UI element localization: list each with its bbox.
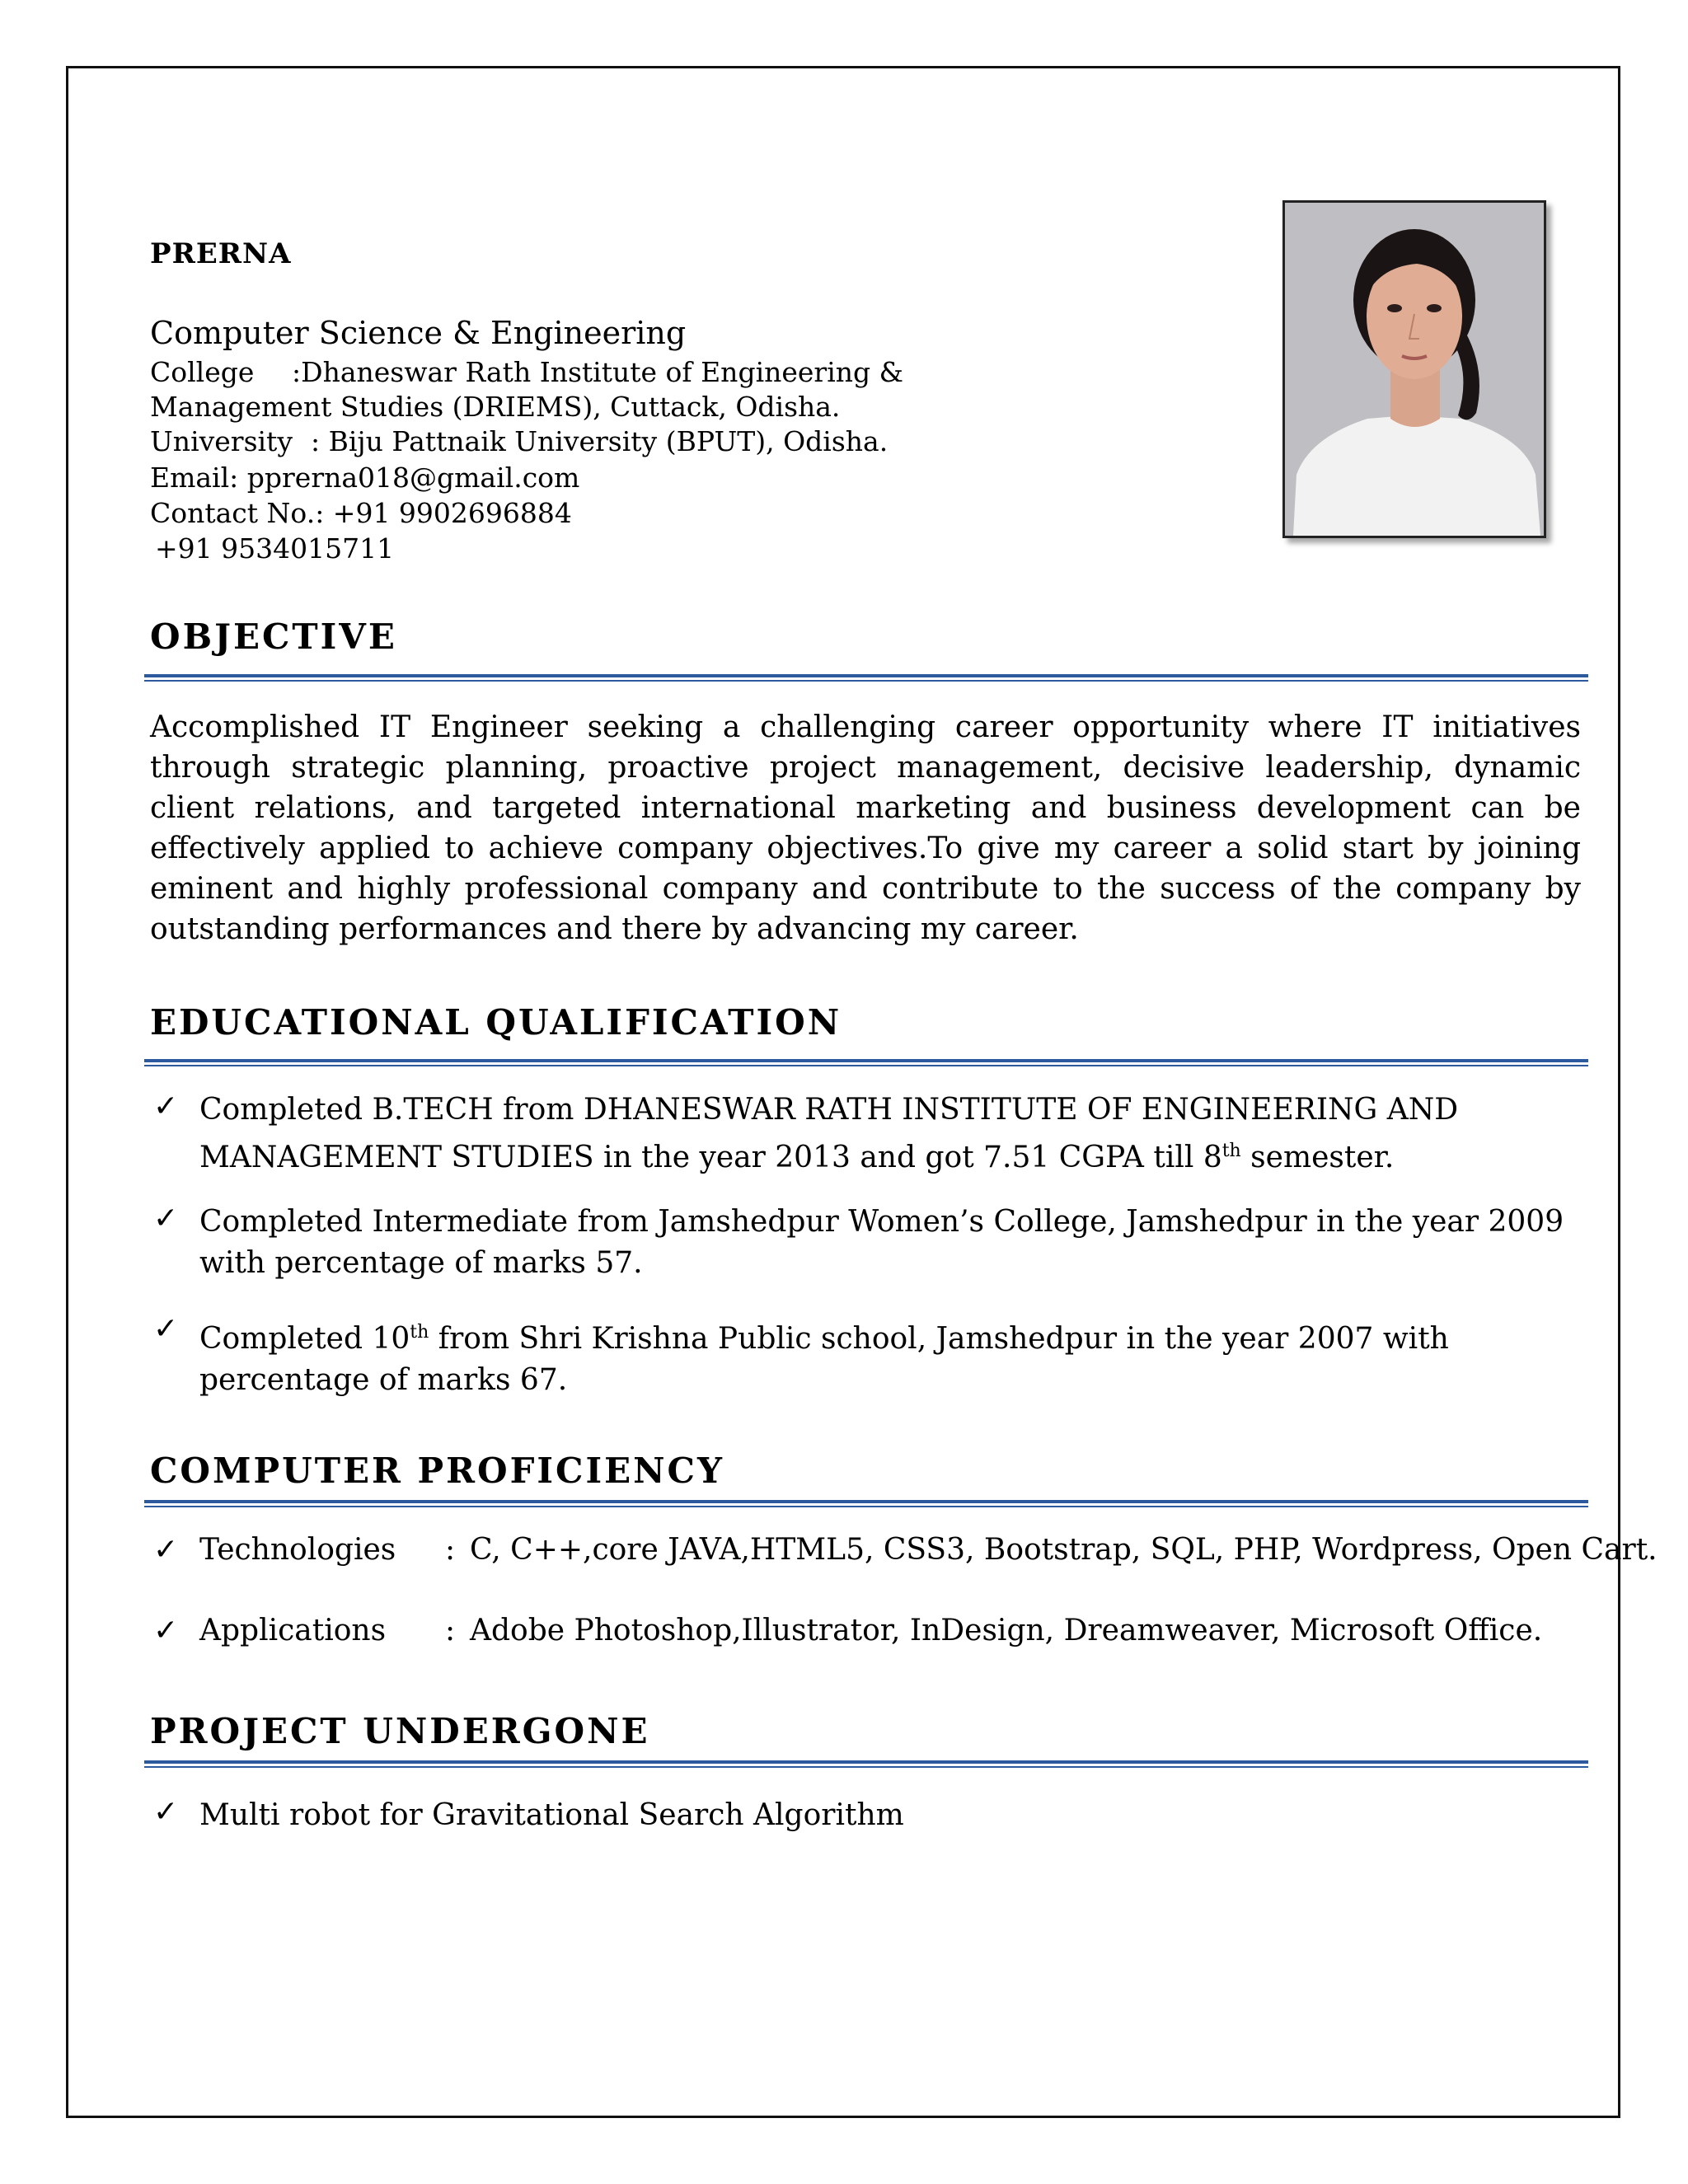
project-heading: PROJECT UNDERGONE: [150, 1711, 650, 1751]
college-value: :Dhaneswar Rath Institute of Engineering &: [292, 356, 904, 388]
education-item-10th: [199, 1312, 1584, 1401]
check-icon: ✓: [153, 1202, 179, 1235]
candidate-name: PRERNA: [150, 237, 292, 270]
education-divider: [144, 1059, 1588, 1066]
check-icon: ✓: [153, 1614, 179, 1647]
education-item-btech-end: semester.: [1240, 1141, 1395, 1174]
education-item-btech-text: Completed B.TECH from DHANESWAR RATH INSTITUTE OF ENGINEERING AND MANAGEMENT STUDIES in the year 2013 and got 7.51 CGPA till 8: [199, 1093, 1459, 1174]
college-value-cont: Management Studies (DRIEMS), Cuttack, Odisha.: [150, 391, 841, 423]
education-heading: EDUCATIONAL QUALIFICATION: [150, 1002, 842, 1043]
contact-secondary: +91 9534015711: [155, 532, 395, 565]
proficiency-divider: [144, 1500, 1588, 1507]
college-line: [150, 356, 903, 388]
education-item-btech: [199, 1090, 1584, 1179]
objective-heading: OBJECTIVE: [150, 616, 397, 657]
education-item-10th-text: Completed 10: [199, 1322, 410, 1356]
education-item-10th-end: from Shri Krishna Public school, Jamshedpur in the year 2007 with percentage of marks 67.: [199, 1322, 1449, 1397]
technologies-value: C, C++,core JAVA,HTML5, CSS3, Bootstrap, SQL, PHP, Wordpress, Open Cart.: [470, 1533, 1658, 1567]
technologies-separator: :: [445, 1533, 456, 1567]
check-icon: ✓: [153, 1533, 179, 1567]
university-line: [150, 425, 888, 457]
applications-value: Adobe Photoshop,Illustrator, InDesign, Dreamweaver, Microsoft Office.: [470, 1614, 1543, 1647]
superscript: th: [1221, 1141, 1241, 1161]
profile-photo: [1282, 200, 1546, 538]
project-item: Multi robot for Gravitational Search Algorithm: [199, 1798, 904, 1832]
email: Email: pprerna018@gmail.com: [150, 462, 580, 494]
check-icon: ✓: [153, 1312, 179, 1346]
applications-separator: :: [445, 1614, 456, 1647]
project-divider: [144, 1760, 1588, 1768]
university-value: : Biju Pattnaik University (BPUT), Odisha.: [310, 425, 889, 457]
objective-text: Accomplished IT Engineer seeking a challenging career opportunity where IT initiatives through strategic planning, proactive project management, decisive leadership, dynamic client relations, and targeted international marketing and business development can be effectively applied to achieve company objectives.To give my career a solid start by joining eminent and highly professional company and contribute to the success of the company by outstanding performances and there by advancing my career.: [150, 710, 1581, 946]
check-icon: ✓: [153, 1090, 179, 1123]
technologies-label: Technologies: [199, 1533, 396, 1567]
university-label: University: [150, 425, 293, 457]
college-label: College: [150, 356, 255, 388]
contact-primary: Contact No.: +91 9902696884: [150, 497, 572, 529]
check-icon: ✓: [153, 1795, 179, 1829]
education-item-intermediate: Completed Intermediate from Jamshedpur Women’s College, Jamshedpur in the year 2009 with percentage of marks 57.: [199, 1205, 1564, 1280]
superscript: th: [410, 1322, 429, 1343]
proficiency-heading: COMPUTER PROFICIENCY: [150, 1451, 724, 1491]
branch-field: Computer Science & Engineering: [150, 315, 687, 351]
applications-label: Applications: [199, 1614, 387, 1647]
objective-divider: [144, 674, 1588, 682]
